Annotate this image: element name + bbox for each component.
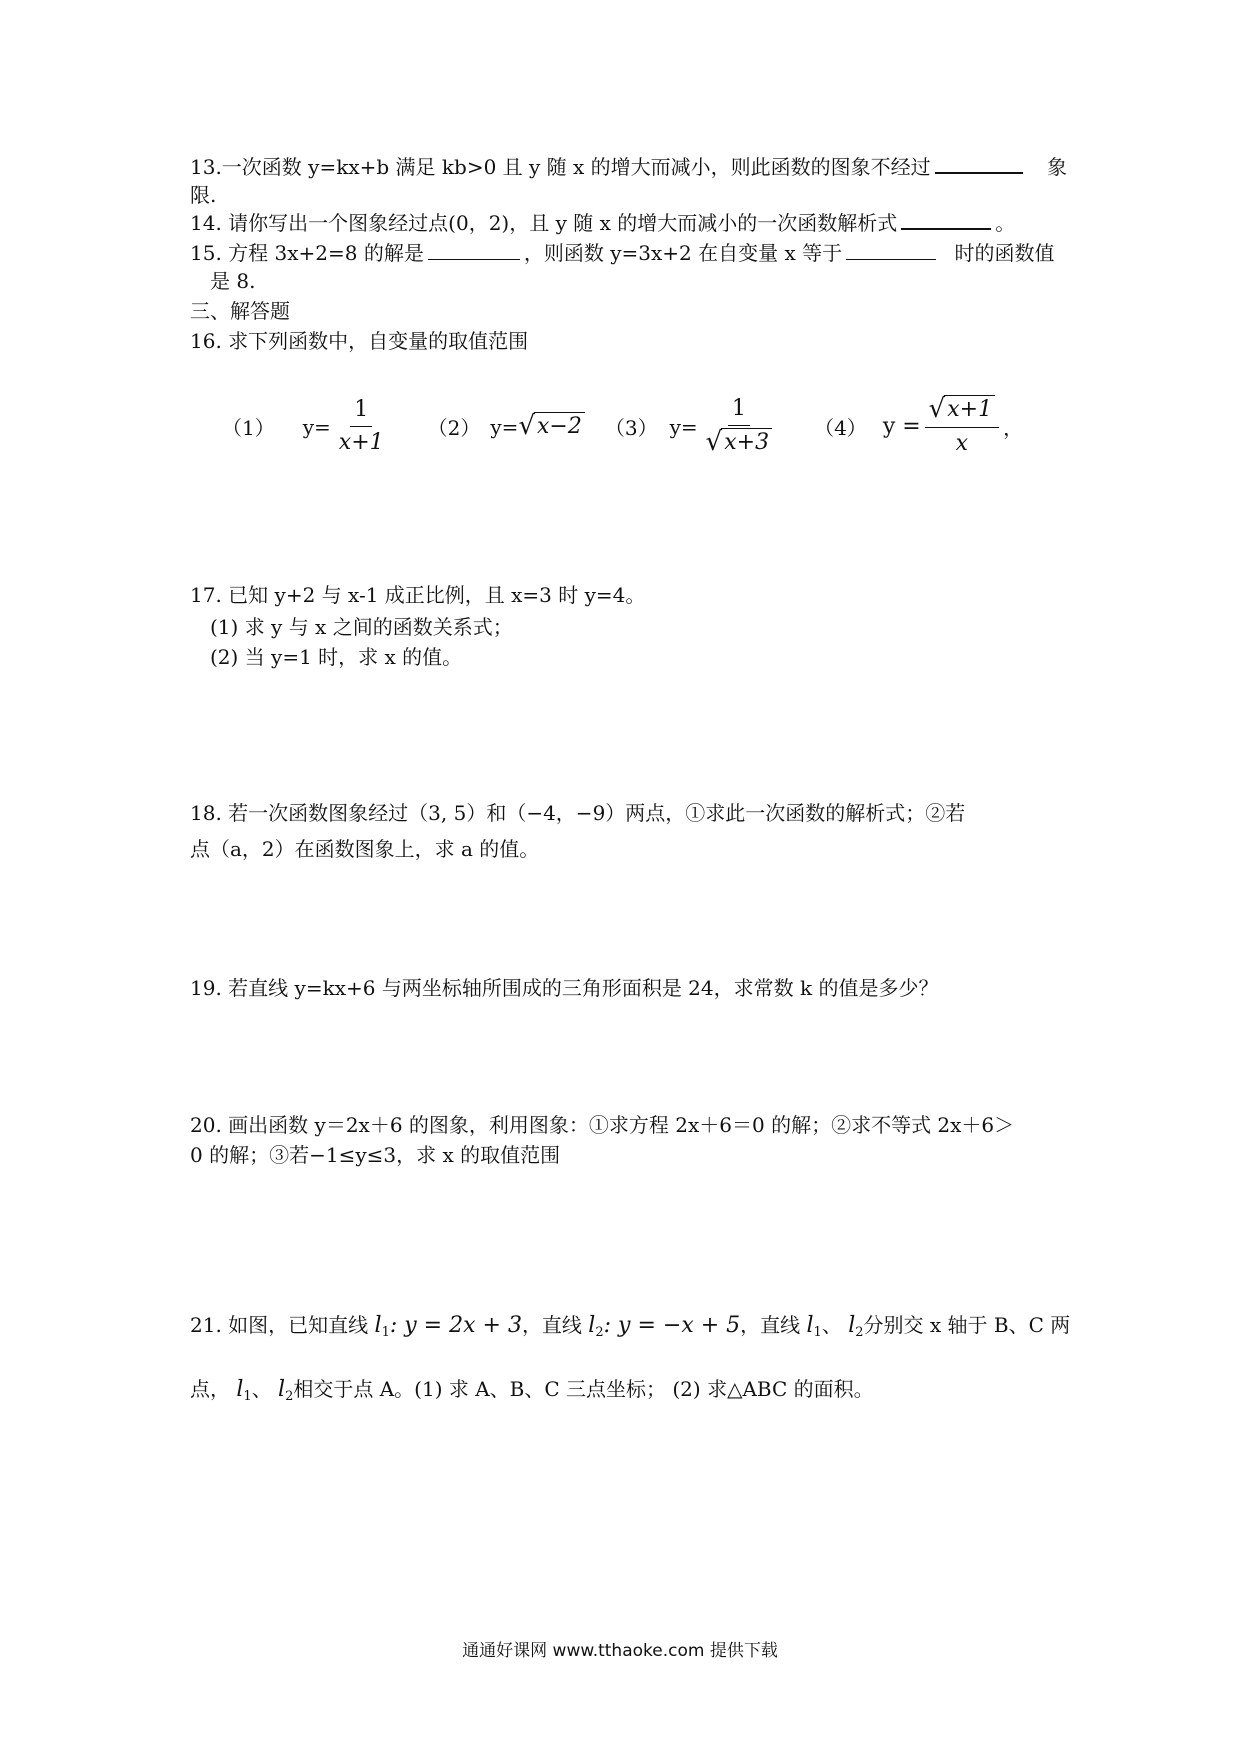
q21-line2-p3: 相交于点 A。(1) 求 A、B、C 三点坐标； (2) 求△ABC 的面积。 (293, 1377, 874, 1401)
q16-item3-lhs: y= (669, 414, 698, 439)
q21-line2-p1: 点， (190, 1377, 230, 1401)
q16-item4-den: x (955, 431, 969, 456)
q21-l2-ref (848, 1313, 863, 1338)
q21-l2-ref2 (278, 1377, 293, 1402)
l-symbol: l (278, 1377, 286, 1402)
q19-text: 19. 若直线 y=kx+6 与两坐标轴所围成的三角形面积是 24，求常数 k 的值是多少？ (190, 976, 939, 1000)
q16-item2-lhs: y= (490, 414, 519, 439)
q21-p1: 21. 如图，已知直线 (190, 1313, 369, 1337)
q16-item4-radicand: x+1 (944, 395, 995, 424)
q15-part3: 时的函数值 (954, 241, 1055, 265)
q16-text: 16. 求下列函数中，自变量的取值范围 (190, 329, 529, 353)
section-heading: 三、解答题 (190, 299, 290, 323)
q14-answer-blank[interactable] (901, 208, 991, 230)
l-symbol: l (588, 1313, 596, 1338)
q16-item4-fraction (925, 395, 999, 458)
q15-part1: 15. 方程 3x+2=8 的解是 (190, 241, 424, 265)
q15-blank-2[interactable] (846, 239, 936, 260)
q16-item1-lhs: y= (302, 414, 331, 439)
q15-part2: ，则函数 y=3x+2 在自变量 x 等于 (523, 241, 843, 265)
q21-l2-equation: : y = −x + 5 (603, 1313, 741, 1338)
q16-item1-fraction (335, 396, 388, 457)
q15-line2: 是 8. (210, 269, 256, 293)
q16-item2-label: （2） (427, 416, 481, 440)
q21-p5: 分别交 x 轴于 B、C 两 (863, 1313, 1071, 1337)
q14-end: 。 (995, 211, 1016, 235)
q13-line2: 限. (190, 183, 217, 207)
l-symbol: l (374, 1313, 382, 1338)
q16-item4-num (925, 395, 999, 428)
q16-item3-num: 1 (728, 395, 750, 426)
q16-formulas (222, 395, 1023, 458)
q14-line (190, 208, 1015, 238)
q13-after-blank: 象 (1047, 155, 1068, 179)
q16-item4-tail: ， (1003, 416, 1024, 440)
q21-p4: 、 (821, 1313, 842, 1337)
q21-p2: ，直线 (521, 1313, 582, 1337)
q20-line1: 20. 画出函数 y＝2x＋6 的图象，利用图象：①求方程 2x＋6＝0 的解；②求不等式 2x＋6＞ (190, 1113, 1015, 1137)
q16-item1-num: 1 (350, 396, 372, 427)
l-subscript: 1 (381, 1325, 390, 1340)
q21-l1-symbol (375, 1313, 390, 1338)
q16-item3-fraction (702, 395, 776, 458)
l-subscript: 1 (813, 1325, 822, 1340)
q21-line2-p2: 、 (251, 1377, 272, 1401)
q17-text: 17. 已知 y+2 与 x-1 成正比例，且 x=3 时 y=4。 (190, 583, 646, 607)
q16-item3-den (702, 426, 776, 458)
l-subscript: 2 (285, 1389, 294, 1404)
q16-item4-lhs: y = (882, 414, 921, 439)
q20-line2: 0 的解；③若−1≤y≤3，求 x 的取值范围 (190, 1143, 561, 1167)
l-symbol: l (848, 1313, 856, 1338)
q15-line1 (190, 238, 1054, 268)
l-subscript: 2 (595, 1325, 604, 1340)
q16-item3-radicand: x+3 (721, 428, 772, 457)
q15-blank-1[interactable] (428, 239, 520, 260)
q16-item3-label: （3） (604, 416, 658, 440)
q16-item3-sqrt (706, 428, 772, 457)
q18-line2: 点（a，2）在函数图象上，求 a 的值。 (190, 837, 540, 861)
q21-l1-ref (807, 1313, 822, 1338)
q16-item1-label: （1） (222, 416, 275, 440)
l-subscript: 2 (855, 1325, 864, 1340)
l-symbol: l (236, 1377, 244, 1402)
q13-line1 (190, 152, 1067, 182)
q21-line2 (190, 1374, 874, 1412)
q16-item2-sqrt (518, 412, 584, 441)
q21-line1 (190, 1310, 1070, 1348)
q16-item4-label: （4） (814, 416, 867, 440)
q16-item1-den: x+1 (338, 430, 384, 455)
q16-item2-radicand: x−2 (534, 412, 585, 441)
page-footer: 通通好课网 www.tthaoke.com 提供下载 (462, 1641, 778, 1661)
q14-text: 14. 请你写出一个图象经过点(0，2)，且 y 随 x 的增大而减小的一次函数解析式 (190, 211, 898, 235)
l-subscript: 1 (243, 1389, 252, 1404)
sqrt-radical-icon: √ (705, 427, 723, 457)
q21-l2-symbol (588, 1313, 603, 1338)
l-symbol: l (806, 1313, 814, 1338)
q17-sub1: (1) 求 y 与 x 之间的函数关系式； (210, 615, 513, 639)
q13-text: 13.一次函数 y=kx+b 满足 kb>0 且 y 随 x 的增大而减小，则此函数的图象不经过 (190, 155, 931, 179)
q13-answer-blank[interactable] (935, 152, 1023, 174)
sqrt-radical-icon: √ (518, 411, 536, 441)
q18-line1: 18. 若一次函数图象经过（3, 5）和（−4，−9）两点，①求此一次函数的解析式；②若 (190, 801, 966, 825)
q17-sub2: (2) 当 y=1 时，求 x 的值。 (210, 645, 463, 669)
q21-l1-equation: : y = 2x + 3 (389, 1313, 522, 1338)
sqrt-radical-icon: √ (928, 394, 946, 424)
q16-item4-sqrt (929, 395, 995, 424)
q21-l1-ref2 (236, 1377, 251, 1402)
q21-p3: ，直线 (740, 1313, 801, 1337)
